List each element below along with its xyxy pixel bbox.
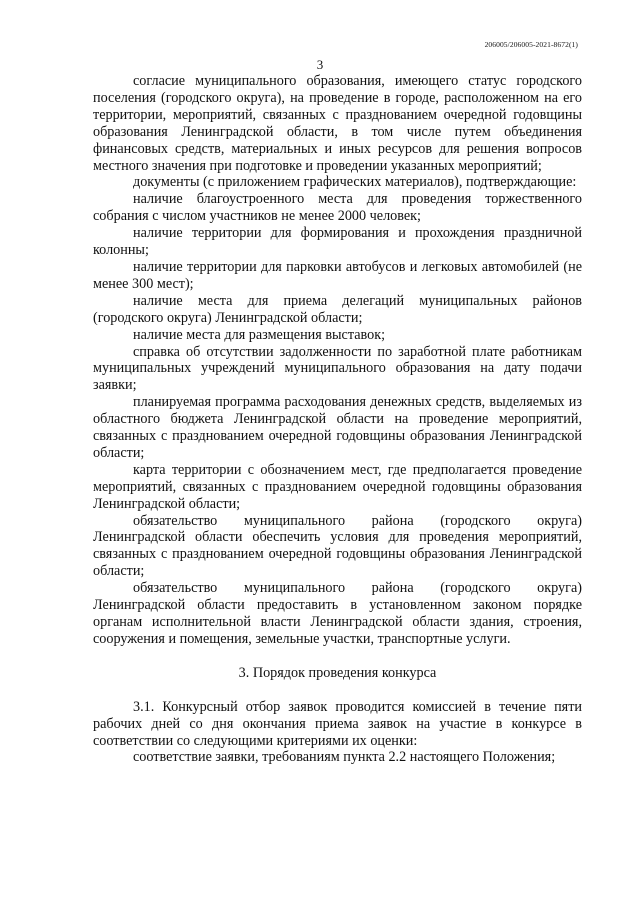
paragraph-consent: согласие муниципального образования, имеющего статус городского поселения (городского округа), на проведение в городе, расположенном на его территории, мероприятий, связанных с празднованием очередной годовщины образования Ленинградской области, в том числе путем объединения финансовых средств, материальных и иных ресурсов для решения вопросов местного значения при подготовке и проведении указанных мероприятий; — [93, 73, 582, 174]
paragraph-documents: документы (с приложением графических материалов), подтверждающие: — [133, 174, 577, 191]
paragraph-obligation-provide: обязательство муниципального района (городского округа) Ленинградской области предоставить в установленном законом порядке органам исполнительной власти Ленинградской области здания, строения, сооружения и помещения, земельные участки, транспортные услуги. — [93, 580, 582, 647]
section-heading: 3. Порядок проведения конкурса — [238, 664, 437, 681]
document-body — [93, 73, 582, 766]
paragraph-obligation-conditions: обязательство муниципального района (городского округа) Ленинградской области обеспечить условия для проведения мероприятий, связанных с празднованием очередной годовщины образования Ленинградской области; — [93, 512, 582, 580]
paragraph-parking: наличие территории для парковки автобусов и легковых автомобилей (не менее 300 мест); — [93, 258, 582, 292]
document-id: 206005/206005-2021-8672(1) — [484, 40, 578, 49]
paragraph-spending-program: планируемая программа расходования денежных средств, выделяемых из областного бюджета Ленинградской области на проведение мероприятий, связанных с празднованием очередной годовщины образования Ленинградской области; — [93, 394, 582, 461]
page-number: 3 — [316, 57, 324, 72]
paragraph-salary-certificate: справка об отсутствии задолженности по заработной плате работникам муниципальных учреждений муниципального образования на дату подачи заявки; — [93, 343, 582, 394]
paragraph-territory-map: карта территории с обозначением мест, где предполагается проведение мероприятий, связанных с празднованием очередной годовщины образования Ленинградской области; — [93, 461, 582, 512]
paragraph-assembly-place: наличие благоустроенного места для проведения торжественного собрания с числом участников не менее 2000 человек; — [93, 191, 582, 225]
paragraph-exhibitions: наличие места для размещения выставок; — [133, 326, 386, 343]
paragraph-selection: 3.1. Конкурсный отбор заявок проводится комиссией в течение пяти рабочих дней со дня окончания приема заявок на участие в конкурсе в соответствии со следующими критериями их оценки: — [93, 698, 582, 749]
paragraph-delegations: наличие места для приема делегаций муниципальных районов (городского округа) Ленинградской области; — [93, 292, 582, 326]
paragraph-parade-territory: наличие территории для формирования и прохождения праздничной колонны; — [93, 225, 582, 259]
paragraph-compliance: соответствие заявки, требованиям пункта 2.2 настоящего Положения; — [133, 749, 556, 766]
